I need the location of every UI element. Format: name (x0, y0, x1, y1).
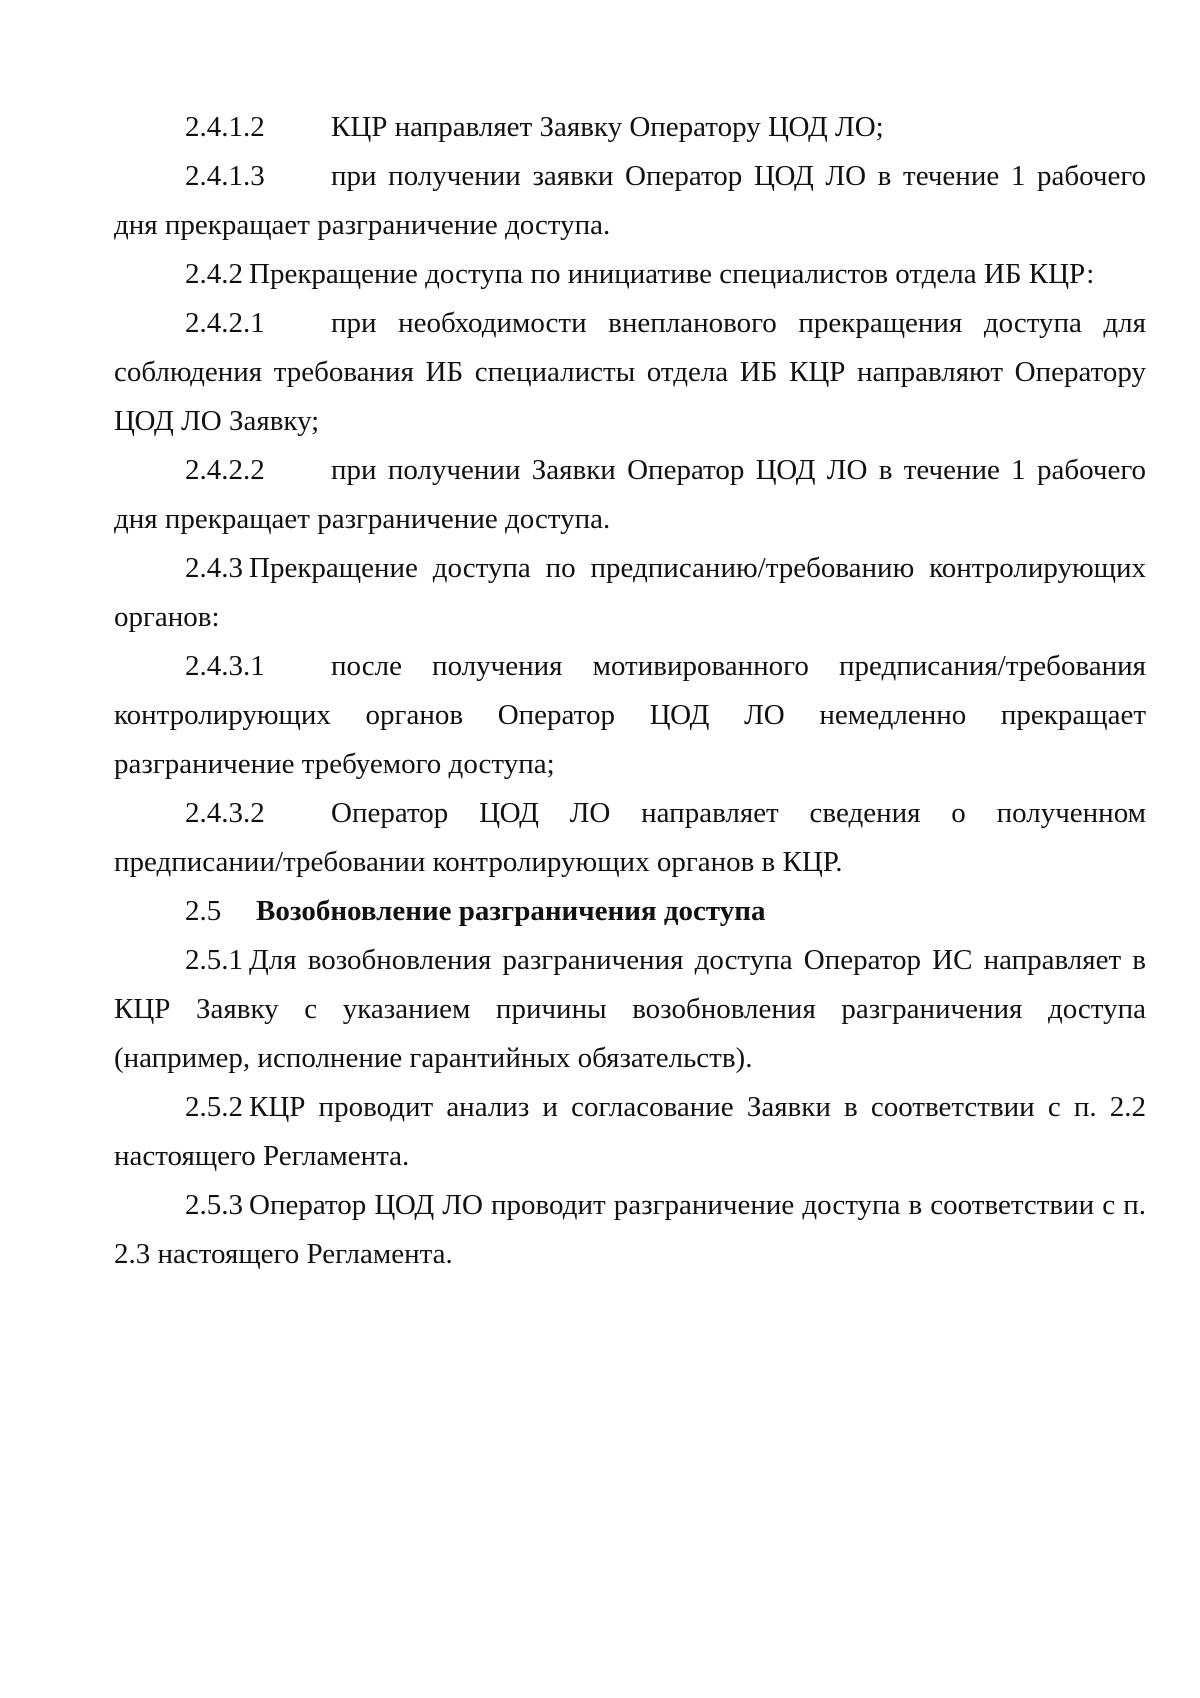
clause-text: при необходимости внепланового прекращения доступа для соблюдения требования ИБ специалисты отдела ИБ КЦР направляют Оператору ЦОД ЛО Заявку; (114, 307, 1146, 437)
clause-text: Прекращение доступа по предписанию/требованию контролирующих органов: (114, 552, 1146, 633)
clause-number: 2.4.2 (185, 258, 243, 290)
paragraph-2-4-2 (114, 250, 1146, 299)
clause-text: Оператор ЦОД ЛО проводит разграничение доступа в соответствии с п. 2.3 настоящего Регламента. (114, 1189, 1146, 1270)
section-title: Возобновление разграничения доступа (256, 895, 766, 927)
section-number: 2.5 (185, 895, 222, 927)
paragraph-2-5-3 (114, 1181, 1146, 1279)
paragraph-2-4-2-2 (114, 446, 1146, 544)
clause-number: 2.4.3 (185, 552, 243, 584)
clause-number: 2.4.2.2 (185, 454, 265, 486)
paragraph-2-4-3-1 (114, 642, 1146, 789)
section-heading-2-5 (114, 887, 1146, 936)
clause-number: 2.4.1.2 (185, 111, 265, 143)
clause-text: Оператор ЦОД ЛО направляет сведения о полученном предписании/требовании контролирующих органов в КЦР. (114, 797, 1146, 878)
paragraph-2-5-1 (114, 936, 1146, 1083)
clause-text: КЦР направляет Заявку Оператору ЦОД ЛО; (331, 111, 884, 143)
clause-text: при получении Заявки Оператор ЦОД ЛО в течение 1 рабочего дня прекращает разграничение доступа. (114, 454, 1146, 535)
paragraph-2-4-3-2 (114, 789, 1146, 887)
clause-number: 2.4.1.3 (185, 160, 265, 192)
clause-text: после получения мотивированного предписания/требования контролирующих органов Оператор ЦОД ЛО немедленно прекращает разграничение требуемого доступа; (114, 650, 1146, 780)
clause-text: при получении заявки Оператор ЦОД ЛО в течение 1 рабочего дня прекращает разграничение доступа. (114, 160, 1146, 241)
clause-text: КЦР проводит анализ и согласование Заявки в соответствии с п. 2.2 настоящего Регламента. (114, 1091, 1146, 1172)
clause-number: 2.4.3.2 (185, 797, 265, 829)
paragraph-2-4-3 (114, 544, 1146, 642)
clause-text: Прекращение доступа по инициативе специалистов отдела ИБ КЦР: (249, 258, 1095, 290)
paragraph-2-4-2-1 (114, 299, 1146, 446)
clause-number: 2.4.2.1 (185, 307, 265, 339)
clause-number: 2.5.3 (185, 1189, 243, 1221)
paragraph-2-4-1-3 (114, 152, 1146, 250)
paragraph-2-5-2 (114, 1083, 1146, 1181)
clause-number: 2.5.1 (185, 944, 243, 976)
clause-text: Для возобновления разграничения доступа Оператор ИС направляет в КЦР Заявку с указанием причины возобновления разграничения доступа (например, исполнение гарантийных обязательств). (114, 944, 1146, 1074)
clause-number: 2.4.3.1 (185, 650, 265, 682)
clause-number: 2.5.2 (185, 1091, 243, 1123)
document-body (114, 103, 1146, 1279)
paragraph-2-4-1-2 (114, 103, 1146, 152)
